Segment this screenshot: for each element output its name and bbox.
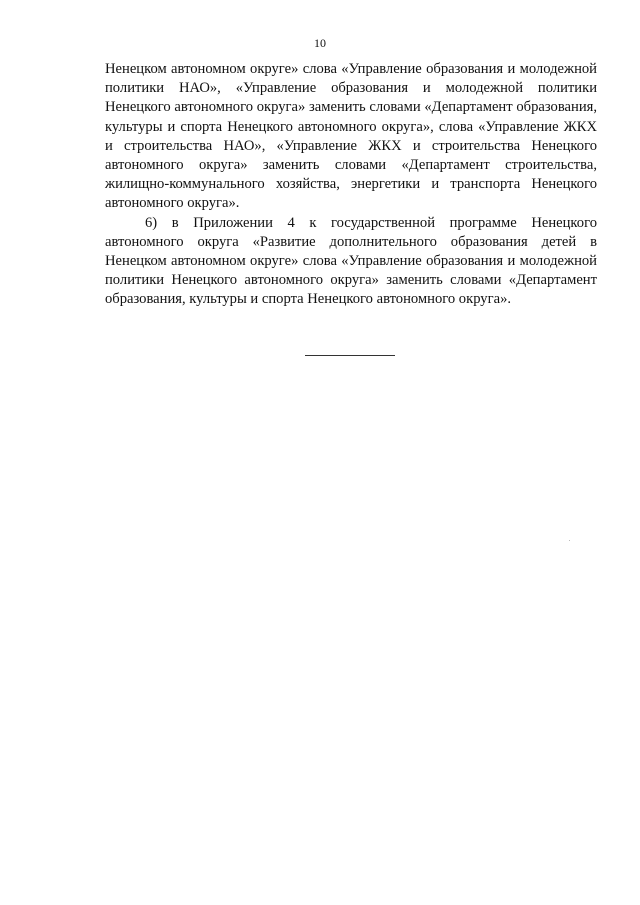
paragraph-continuation: Ненецком автономном округе» слова «Управление образования и молодежной политики НАО», «Управление образования и молодежной политики Ненецкого автономного округа» заменить словами «Департамент образования, культуры и спорта Ненецкого автономного округа», слова «Управление ЖКХ и строительства НАО», «Управление ЖКХ и строительства Ненецкого автономного округа» заменить словами «Департамент строительства, жилищно-коммунального хозяйства, энергетики и транспорта Ненецкого автономного округа».: [105, 61, 597, 212]
end-of-document-rule: [305, 355, 395, 356]
document-body: [105, 60, 597, 310]
paragraph-item-6: 6) в Приложении 4 к государственной программе Ненецкого автономного округа «Развитие дополнительного образования детей в Ненецком автономном округе» слова «Управление образования и молодежной политики Ненецкого автономного округа» заменить словами «Департамент образования, культуры и спорта Ненецкого автономного округа».: [105, 214, 597, 308]
page-number: 10: [314, 36, 326, 50]
scan-speck: [569, 540, 570, 541]
